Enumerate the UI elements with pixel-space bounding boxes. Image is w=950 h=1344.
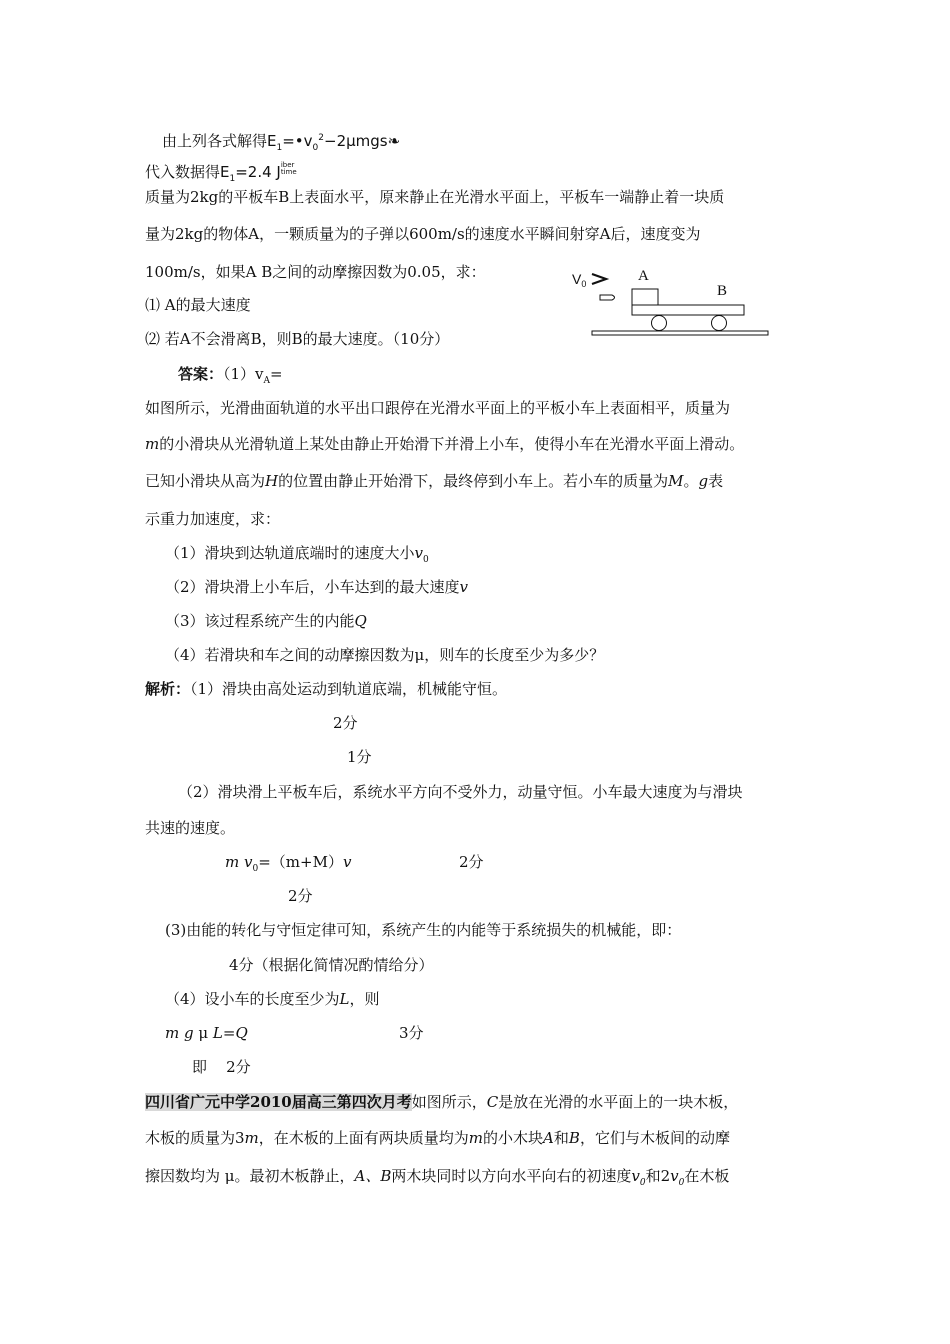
bullet-icon [600, 295, 615, 300]
scribble-icon: ❧ [387, 132, 401, 150]
problem1-line1: 质量为2kg的平板车B上表面水平，原来静止在光滑水平面上，平板车一端静止着一块质 [145, 188, 725, 206]
analysis-line3: 共速的速度。 [145, 819, 236, 837]
problem1-question1: ⑴ A的最大速度 [145, 296, 251, 314]
points-1: 1分 [347, 748, 372, 766]
problem3-line3: 擦因数均为 μ。最初木板静止，A、B两木块同时以方向水平向右的初速度$v_0$和$2v_0$在木板 [145, 1167, 730, 1188]
wheel-left [652, 316, 667, 331]
problem2-line1: 如图所示，光滑曲面轨道的水平出口跟停在光滑水平面上的平板小车上表面相平，质量为 [145, 399, 731, 417]
analysis-line4: (3)由能的转化与守恒定律可知，系统产生的内能等于系统损失的机械能，即： [165, 921, 682, 939]
label-a: A [638, 268, 649, 284]
cart-b [632, 305, 744, 315]
source-tag: 四川省广元中学2010届高三第四次月考 [145, 1093, 412, 1111]
wheel-right [712, 316, 727, 331]
analysis-line2: （2）滑块滑上平板车后，系统水平方向不受外力，动量守恒。小车最大速度为与滑块 [178, 783, 743, 801]
problem1-line2: 量为2kg的物体A，一颗质量为的子弹以600m/s的速度水平瞬间射穿A后，速度变为 [145, 225, 701, 243]
subquestion-2: （2）滑块滑上小车后，小车达到的最大速度v [165, 578, 469, 596]
friction-equation: m g μ L=Q [165, 1024, 248, 1042]
points-eq1: 2分 [459, 853, 484, 871]
points-2: 2分 [333, 714, 358, 732]
subquestion-4: （4）若滑块和车之间的动摩擦因数为μ，则车的长度至少为多少？ [165, 646, 605, 664]
line-solve-e1: 由上列各式解得$E_1=•v_0^2-2\mu mgs❧$ [162, 132, 401, 153]
analysis-line5: （4）设小车的长度至少为L，则 [165, 990, 380, 1008]
problem2-line3: 已知小滑块从高为H的位置由静止开始滑下，最终停到小车上。若小车的质量为M。g表 [145, 472, 724, 490]
analysis-line1: 解析：（1）滑块由高处运动到轨道底端，机械能守恒。 [145, 680, 508, 698]
v0-label: $V_0$ [572, 271, 587, 289]
ground [592, 331, 768, 335]
block-a [632, 289, 658, 305]
problem2-line4: 示重力加速度，求： [145, 510, 281, 528]
points-3: 3分 [399, 1024, 424, 1042]
problem3-line2: 木板的质量为3m，在木板的上面有两块质量均为m的小木块A和B，它们与木板间的动摩 [145, 1129, 730, 1147]
line-substitute-e1: 代入数据得$E_1=2.4$ Jiber time [145, 161, 297, 184]
problem1-question2: ⑵ 若A不会滑离B，则B的最大速度。（10分） [145, 330, 450, 348]
subquestion-3: （3）该过程系统产生的内能Q [165, 612, 367, 630]
answer-line: 答案：$(1)v_A=$ [178, 365, 283, 386]
subquestion-1: （1）滑块到达轨道底端时的速度大小$v_0$ [165, 544, 429, 565]
points-eq2: 2分 [288, 887, 313, 905]
problem3-line1: 四川省广元中学2010届高三第四次月考如图所示，C是放在光滑的水平面上的一块木板， [145, 1093, 739, 1111]
cart-bullet-diagram [562, 262, 782, 344]
ji-line: 即 2分 [192, 1058, 251, 1076]
points-4: 4分（根据化简情况酌情给分） [229, 956, 434, 974]
momentum-equation: m $v_0=(m+M)v$ [225, 853, 352, 874]
velocity-arrow-icon [592, 274, 606, 284]
label-b: B [717, 283, 728, 299]
problem1-line3: 100m/s，如果A B之间的动摩擦因数为0.05，求： [145, 263, 486, 281]
problem2-line2: m的小滑块从光滑轨道上某处由静止开始滑下并滑上小车，使得小车在光滑水平面上滑动。 [145, 435, 745, 453]
